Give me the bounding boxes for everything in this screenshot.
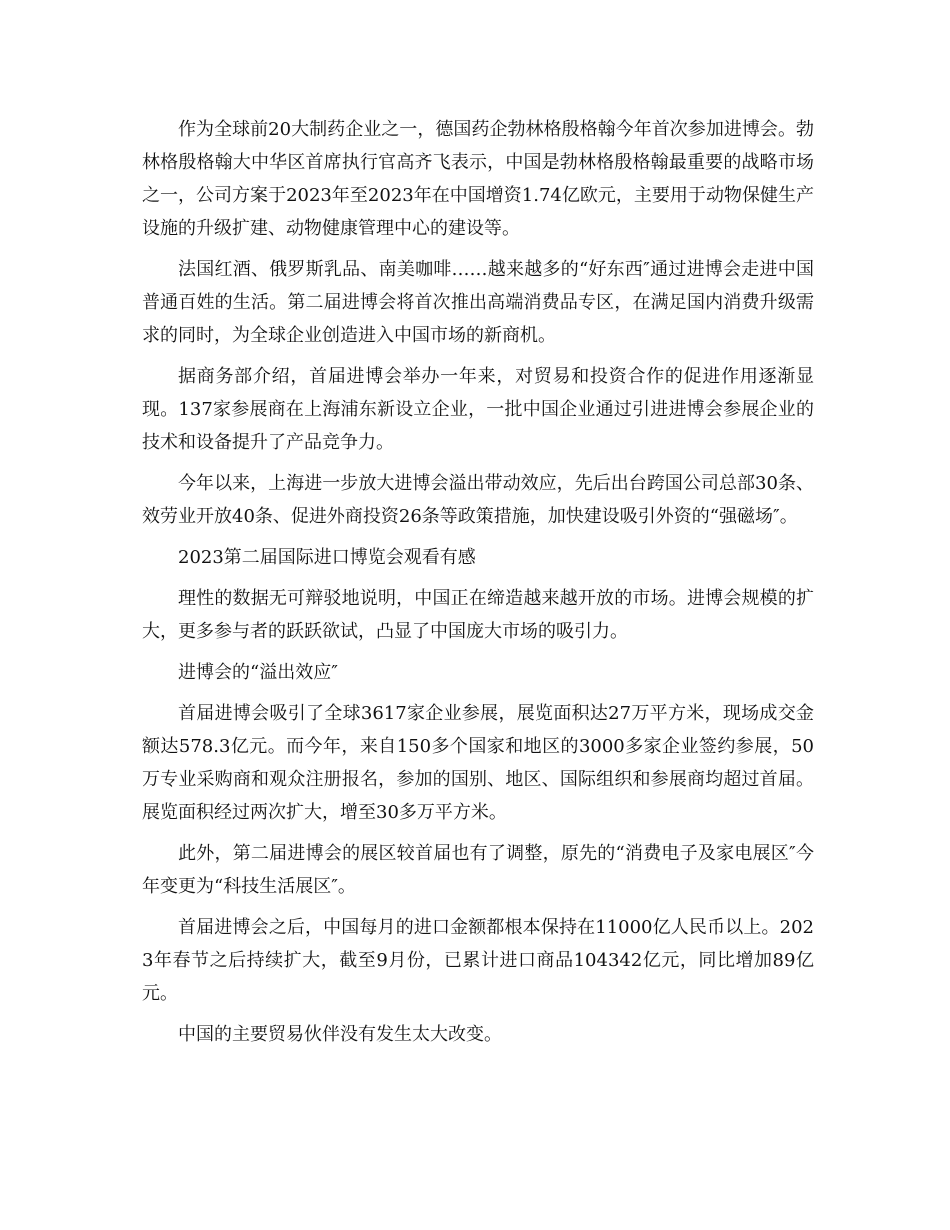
paragraph: 据商务部介绍，首届进博会举办一年来，对贸易和投资合作的促进作用逐渐显现。137家参展商在上海浦东新设立企业，一批中国企业通过引进进博会参展企业的技术和设备提升了产品竞争力。 xyxy=(142,366,814,453)
paragraph: 首届进博会吸引了全球3617家企业参展，展览面积达27万平方米，现场成交金额达578.3亿元。而今年，来自150多个国家和地区的3000多家企业签约参展，50万专业采购商和观众注册报名，参加的国别、地区、国际组织和参展商均超过首届。展览面积经过两次扩大，增至30多万平方米。 xyxy=(142,703,814,823)
paragraph: 此外，第二届进博会的展区较首届也有了调整，原先的“消费电子及家电展区″今年变更为“科技生活展区″。 xyxy=(142,843,814,897)
document-body xyxy=(142,113,814,1059)
paragraph: 法国红酒、俄罗斯乳品、南美咖啡……越来越多的“好东西″通过进博会走进中国普通百姓的生活。第二届进博会将首次推出高端消费品专区，在满足国内消费升级需求的同时，为全球企业创造进入中国市场的新商机。 xyxy=(142,259,814,346)
paragraph: 首届进博会之后，中国每月的进口金额都根本保持在11000亿人民币以上。2023年春节之后持续扩大，截至9月份，已累计进口商品104342亿元，同比增加89亿元。 xyxy=(142,917,814,1004)
paragraph: 理性的数据无可辩驳地说明，中国正在缔造越来越开放的市场。进博会规模的扩大，更多参与者的跃跃欲试，凸显了中国庞大市场的吸引力。 xyxy=(142,588,814,642)
paragraph: 中国的主要贸易伙伴没有发生太大改变。 xyxy=(178,1024,502,1045)
paragraph: 今年以来，上海进一步放大进博会溢出带动效应，先后出台跨国公司总部30条、效劳业开放40条、促进外商投资26条等政策措施，加快建设吸引外资的“强磁场″。 xyxy=(142,473,814,527)
section-heading: 进博会的“溢出效应″ xyxy=(178,662,338,683)
paragraph: 作为全球前20大制药企业之一，德国药企勃林格殷格翰今年首次参加进博会。勃林格殷格翰大中华区首席执行官高齐飞表示，中国是勃林格殷格翰最重要的战略市场之一，公司方案于2023年至2023年在中国增资1.74亿欧元，主要用于动物保健生产设施的升级扩建、动物健康管理中心的建设等。 xyxy=(142,119,814,239)
section-heading: 2023第二届国际进口博览会观看有感 xyxy=(178,547,476,568)
